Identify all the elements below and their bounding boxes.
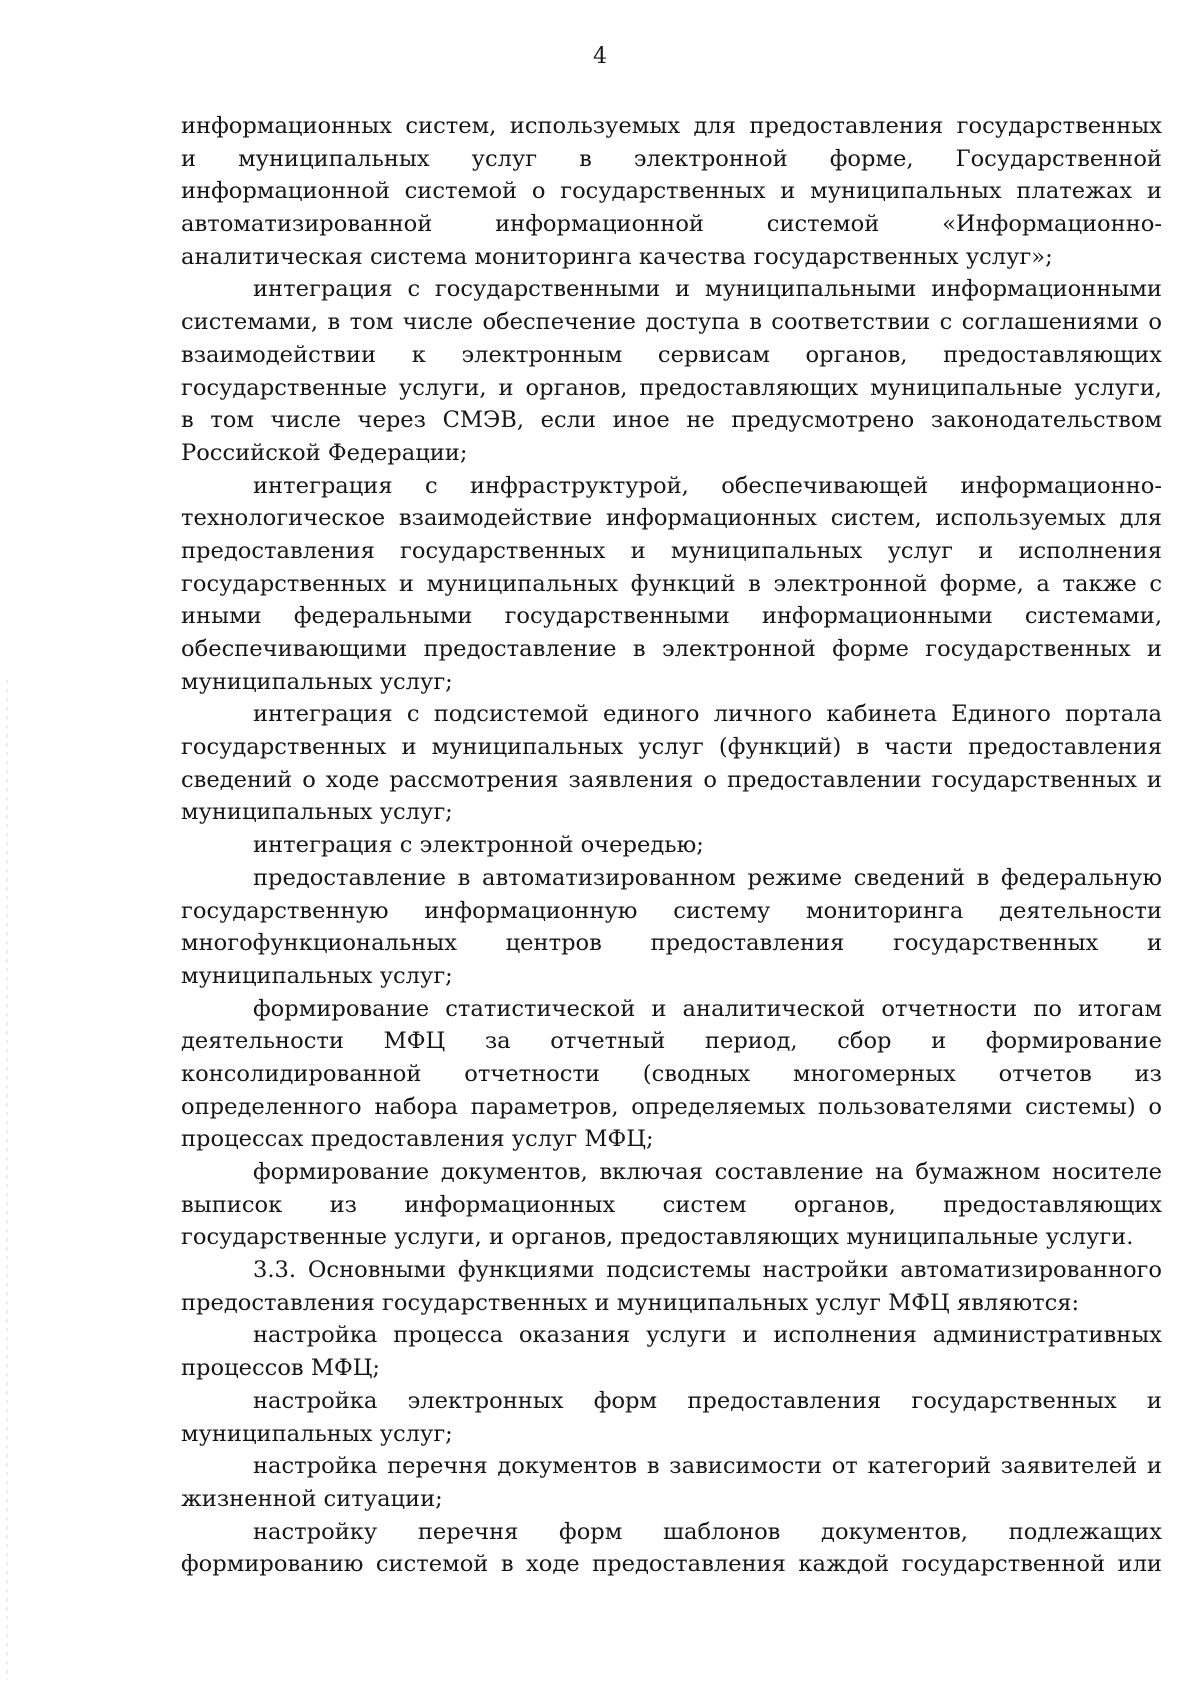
text-line: предоставления государственных и муниципальных услуг и исполнения	[181, 537, 1162, 564]
text-line: интеграция с инфраструктурой, обеспечивающей информационно-	[253, 472, 1162, 499]
text-line: муниципальных услуг;	[181, 668, 453, 695]
text-line: государственные услуги, и органов, предоставляющих муниципальные услуги.	[181, 1224, 1134, 1251]
text-line: муниципальных услуг;	[181, 962, 453, 989]
text-line: предоставление в автоматизированном режиме сведений в федеральную	[253, 864, 1162, 891]
text-line: предоставления государственных и муниципальных услуг МФЦ являются:	[181, 1289, 1080, 1316]
text-line: системами, в том числе обеспечение доступа в соответствии с соглашениями о	[181, 309, 1162, 336]
page-number: 4	[593, 44, 607, 69]
text-line: информационной системой о государственных и муниципальных платежах и	[181, 178, 1162, 205]
text-line: государственных и муниципальных функций в электронной форме, а также с	[181, 570, 1162, 597]
text-line: интеграция с электронной очередью;	[253, 832, 704, 859]
text-line: и муниципальных услуг в электронной форме, Государственной	[181, 145, 1162, 172]
text-line: настройку перечня форм шаблонов документов, подлежащих	[253, 1518, 1162, 1545]
text-line: государственных и муниципальных услуг (функций) в части предоставления	[181, 734, 1162, 761]
text-line: процессов МФЦ;	[181, 1355, 381, 1382]
text-line: консолидированной отчетности (сводных многомерных отчетов из	[181, 1060, 1162, 1087]
text-line: технологическое взаимодействие информационных систем, используемых для	[181, 505, 1162, 532]
text-line: сведений о ходе рассмотрения заявления о предоставлении государственных и	[181, 766, 1162, 793]
text-line: муниципальных услуг;	[181, 799, 453, 826]
text-line: определенного набора параметров, определяемых пользователями системы) о	[181, 1093, 1162, 1120]
text-line: 3.3. Основными функциями подсистемы настройки автоматизированного	[253, 1257, 1162, 1284]
text-line: выписок из информационных систем органов, предоставляющих	[181, 1191, 1162, 1218]
text-line: Российской Федерации;	[181, 439, 468, 466]
scan-margin-artifact	[6, 680, 8, 1680]
text-line: обеспечивающими предоставление в электронной форме государственных и	[181, 636, 1162, 662]
text-line: взаимодействии к электронным сервисам органов, предоставляющих	[181, 341, 1162, 368]
text-line: аналитическая система мониторинга качества государственных услуг»;	[181, 243, 1053, 270]
text-line: формирование статистической и аналитической отчетности по итогам	[253, 995, 1162, 1022]
text-line: многофункциональных центров предоставления государственных и	[181, 930, 1162, 957]
text-line: иными федеральными государственными информационными системами,	[181, 603, 1162, 630]
text-line: жизненной ситуации;	[181, 1485, 443, 1512]
text-line: автоматизированной информационной системой «Информационно-	[181, 211, 1162, 238]
text-line: муниципальных услуг;	[181, 1420, 453, 1447]
document-body	[181, 110, 1162, 1581]
text-line: настройка электронных форм предоставления государственных и	[253, 1387, 1162, 1414]
text-line: государственные услуги, и органов, предоставляющих муниципальные услуги,	[181, 374, 1162, 401]
text-line: настройка процесса оказания услуги и исполнения административных	[253, 1322, 1162, 1349]
text-line: формирование документов, включая составление на бумажном носителе	[253, 1159, 1162, 1185]
text-line: настройка перечня документов в зависимости от категорий заявителей и	[253, 1453, 1162, 1480]
text-line: информационных систем, используемых для предоставления государственных	[181, 113, 1162, 139]
text-line: государственную информационную систему мониторинга деятельности	[181, 897, 1162, 924]
text-line: процессах предоставления услуг МФЦ;	[181, 1126, 654, 1153]
text-line: в том числе через СМЭВ, если иное не предусмотрено законодательством	[181, 407, 1162, 434]
text-line: формированию системой в ходе предоставления каждой государственной или	[181, 1551, 1162, 1578]
text-line: деятельности МФЦ за отчетный период, сбор и формирование	[181, 1028, 1162, 1055]
text-line: интеграция с подсистемой единого личного кабинета Единого портала	[253, 701, 1162, 728]
text-line: интеграция с государственными и муниципальными информационными	[253, 276, 1162, 303]
